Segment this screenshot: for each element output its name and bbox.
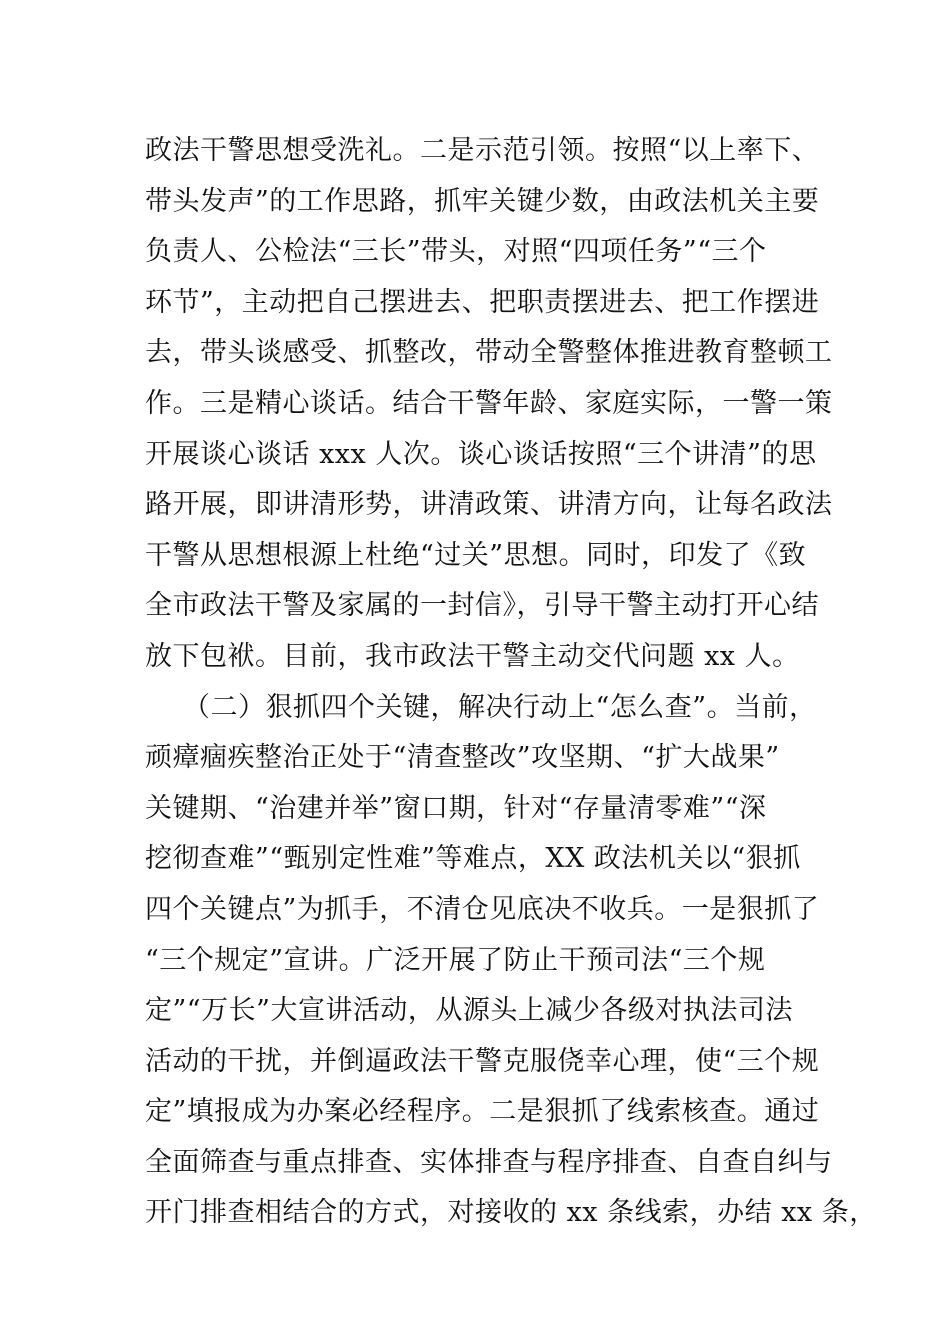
text-line: 带头发声”的工作思路，抓牢关键少数，由政法机关主要 — [145, 185, 820, 217]
text-line: “三个规定”宣讲。广泛开展了防止干预司法“三个规 — [145, 944, 766, 976]
text-line: 负责人、公检法“三长”带头，对照“四项任务”“三个 — [145, 236, 767, 268]
text-line: 定”填报成为办案必经程序。二是狠抓了线索核查。通过 — [145, 1096, 820, 1128]
text-line: 全面筛查与重点排查、实体排查与程序排查、自查自纠与 — [145, 1146, 833, 1178]
text-line: 定”“万长”大宣讲活动，从源头上减少各级对执法司法 — [145, 995, 793, 1027]
text-line: 四个关键点”为抓手，不清仓见底决不收兵。一是狠抓了 — [145, 893, 820, 925]
text-line: 去，带头谈感受、抓整改，带动全警整体推进教育整顿工 — [145, 337, 833, 369]
text-line: 放下包袱。目前，我市政法干警主动交代问题 xx 人。 — [145, 640, 800, 672]
text-line: 顽瘴痼疾整治正处于“清查整改”攻坚期、“扩大战果” — [145, 742, 780, 774]
text-line: 作。三是精心谈话。结合干警年龄、家庭实际，一警一策 — [145, 387, 833, 419]
text-line: 干警从思想根源上杜绝“过关”思想。同时，印发了《致 — [145, 539, 807, 571]
section-heading-line: （二）狠抓四个关键，解决行动上“怎么查”。当前， — [183, 691, 817, 723]
text-line: 关键期、“治建并举”窗口期，针对“存量清零难”“深 — [145, 792, 767, 824]
text-line: 政法干警思想受洗礼。二是示范引领。按照“以上率下、 — [145, 135, 820, 166]
text-line: 环节”，主动把自己摆进去、把职责摆进去、把工作摆进 — [145, 286, 820, 318]
text-line: 路开展，即讲清形势，讲清政策、讲清方向，让每名政法 — [145, 489, 833, 521]
text-line: 挖彻查难”“甄别定性难”等难点，XX 政法机关以“狠抓 — [145, 843, 801, 875]
text-line: 开展谈心谈话 xxx 人次。谈心谈话按照“三个讲清”的思 — [145, 438, 817, 470]
text-line: 活动的干扰，并倒逼政法干警克服侥幸心理，使“三个规 — [145, 1045, 820, 1077]
text-line: 全市政法干警及家属的一封信》，引导干警主动打开心结 — [145, 590, 819, 622]
text-line: 开门排查相结合的方式，对接收的 xx 条线索，办结 xx 条， — [145, 1197, 877, 1229]
body-text — [145, 126, 877, 1239]
